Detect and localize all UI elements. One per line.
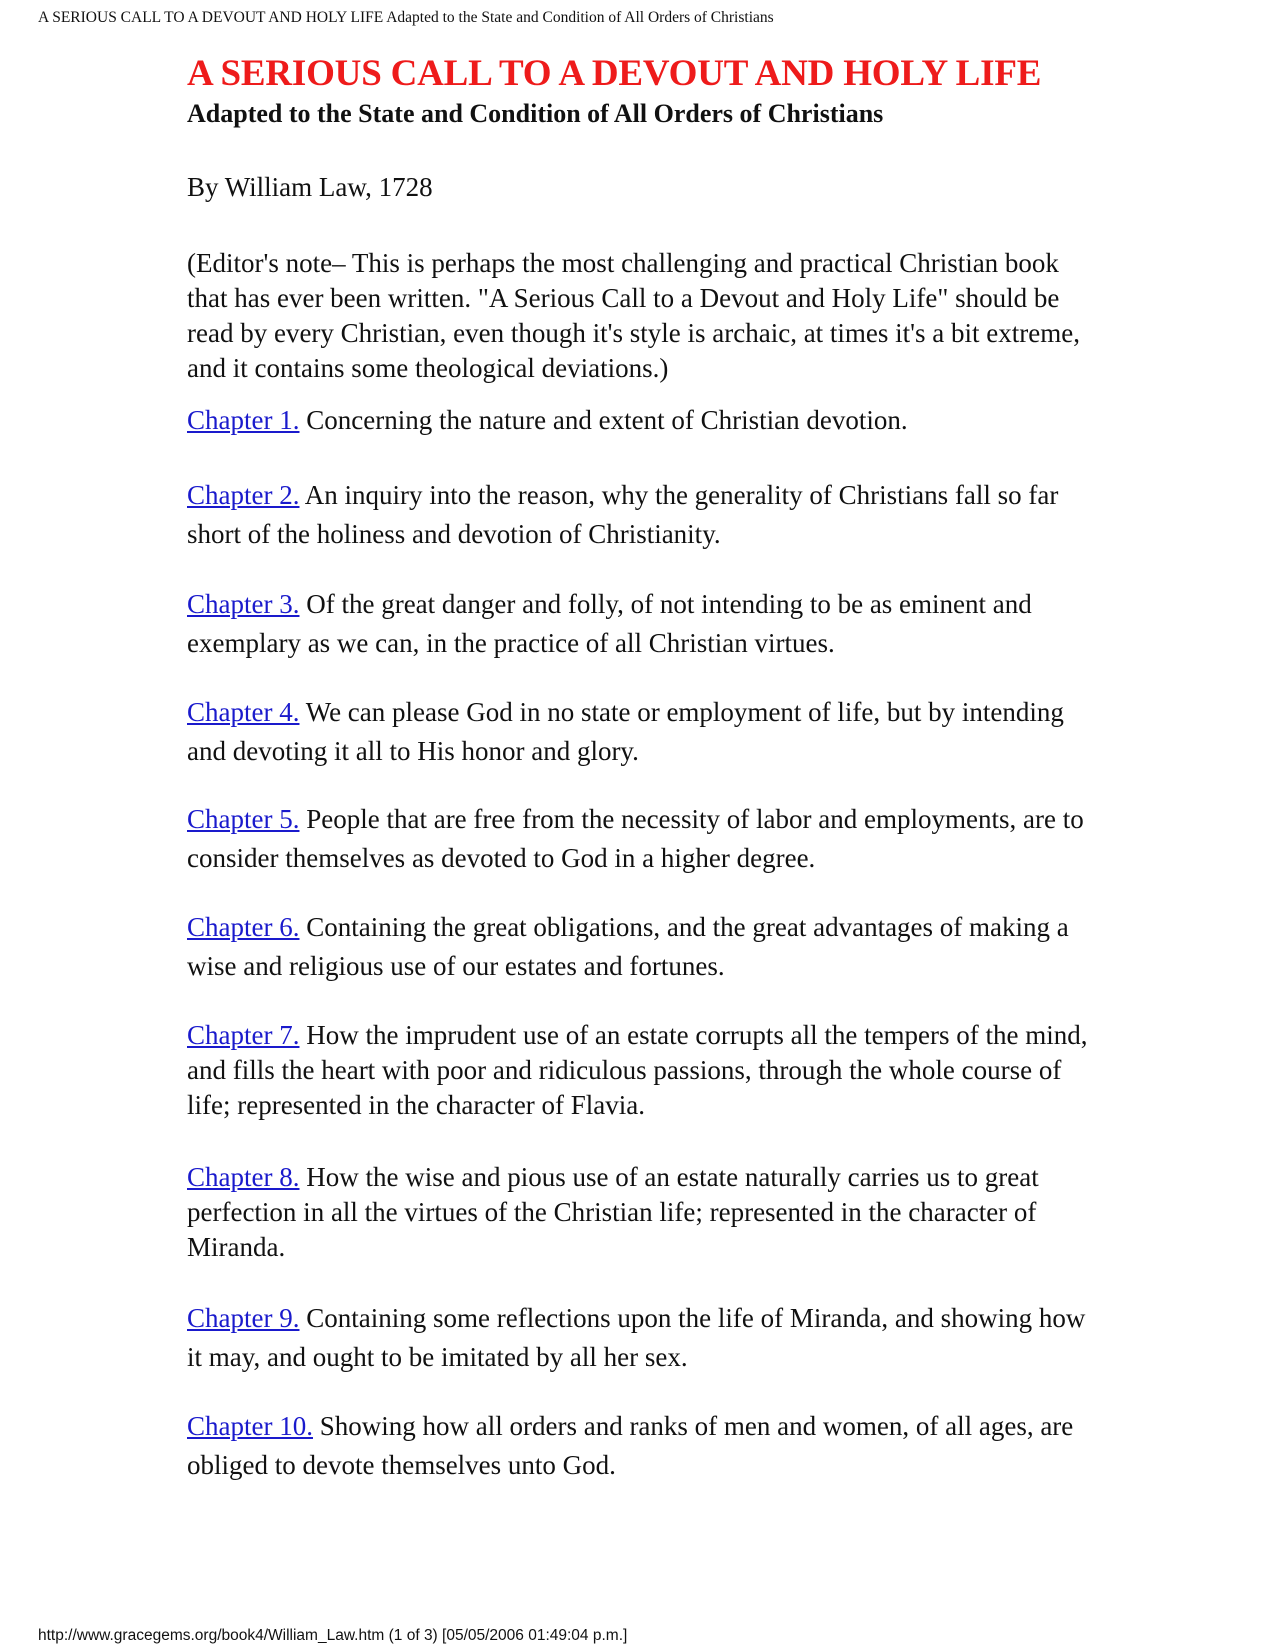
chapter-6-link[interactable]: Chapter 6.	[187, 912, 300, 942]
chapter-entry-2	[187, 476, 1092, 554]
chapter-8-description: How the wise and pious use of an estate naturally carries us to great perfection in all the virtues of the Christian life; represented in the character of Miranda.	[187, 1162, 1039, 1262]
page-subtitle: Adapted to the State and Condition of All Orders of Christians	[187, 99, 884, 128]
chapter-10-link[interactable]: Chapter 10.	[187, 1411, 313, 1441]
chapter-2-link[interactable]: Chapter 2.	[187, 480, 300, 510]
chapter-10-description: Showing how all orders and ranks of men and women, of all ages, are obliged to devote themselves unto God.	[187, 1411, 1074, 1480]
chapter-5-description: People that are free from the necessity of labor and employments, are to consider themselves as devoted to God in a higher degree.	[187, 804, 1084, 873]
chapter-entry-10	[187, 1407, 1092, 1485]
chapter-9-link[interactable]: Chapter 9.	[187, 1303, 300, 1333]
chapter-8-link[interactable]: Chapter 8.	[187, 1162, 300, 1192]
chapter-4-description: We can please God in no state or employment of life, but by intending and devoting it all to His honor and glory.	[187, 697, 1064, 766]
chapter-entry-6	[187, 908, 1092, 986]
editor-note: (Editor's note– This is perhaps the most challenging and practical Christian book that has ever been written. "A Serious Call to a Devout and Holy Life" should be read by every Christian, even though it's style is archaic, at times it's a bit extreme, and it contains some theological deviations.)	[187, 248, 1080, 383]
chapter-entry-5	[187, 800, 1092, 878]
chapter-1-link[interactable]: Chapter 1.	[187, 405, 300, 435]
print-header: A SERIOUS CALL TO A DEVOUT AND HOLY LIFE Adapted to the State and Condition of All Orders of Christians	[38, 9, 774, 26]
page-title: A SERIOUS CALL TO A DEVOUT AND HOLY LIFE	[187, 53, 1042, 94]
chapter-entry-8	[187, 1160, 1092, 1265]
chapter-2-description: An inquiry into the reason, why the generality of Christians fall so far short of the holiness and devotion of Christianity.	[187, 480, 1059, 549]
chapter-5-link[interactable]: Chapter 5.	[187, 804, 300, 834]
chapter-entry-4	[187, 693, 1092, 771]
chapter-3-description: Of the great danger and folly, of not intending to be as eminent and exemplary as we can, in the practice of all Christian virtues.	[187, 589, 1032, 658]
chapter-entry-3	[187, 585, 1092, 663]
chapter-7-description: How the imprudent use of an estate corrupts all the tempers of the mind, and fills the heart with poor and ridiculous passions, through the whole course of life; represented in the character of Flavia.	[187, 1020, 1088, 1120]
chapter-entry-1	[187, 401, 1092, 440]
chapter-9-description: Containing some reflections upon the life of Miranda, and showing how it may, and ought to be imitated by all her sex.	[187, 1303, 1086, 1372]
author-byline: By William Law, 1728	[187, 172, 433, 202]
chapter-entry-7	[187, 1018, 1092, 1123]
print-footer: http://www.gracegems.org/book4/William_Law.htm (1 of 3) [05/05/2006 01:49:04 p.m.]	[38, 1627, 628, 1644]
chapter-entry-9	[187, 1299, 1092, 1377]
chapter-1-description: Concerning the nature and extent of Christian devotion.	[299, 405, 908, 435]
chapter-3-link[interactable]: Chapter 3.	[187, 589, 300, 619]
chapter-7-link[interactable]: Chapter 7.	[187, 1020, 300, 1050]
chapter-4-link[interactable]: Chapter 4.	[187, 697, 300, 727]
chapter-6-description: Containing the great obligations, and the great advantages of making a wise and religious use of our estates and fortunes.	[187, 912, 1069, 981]
